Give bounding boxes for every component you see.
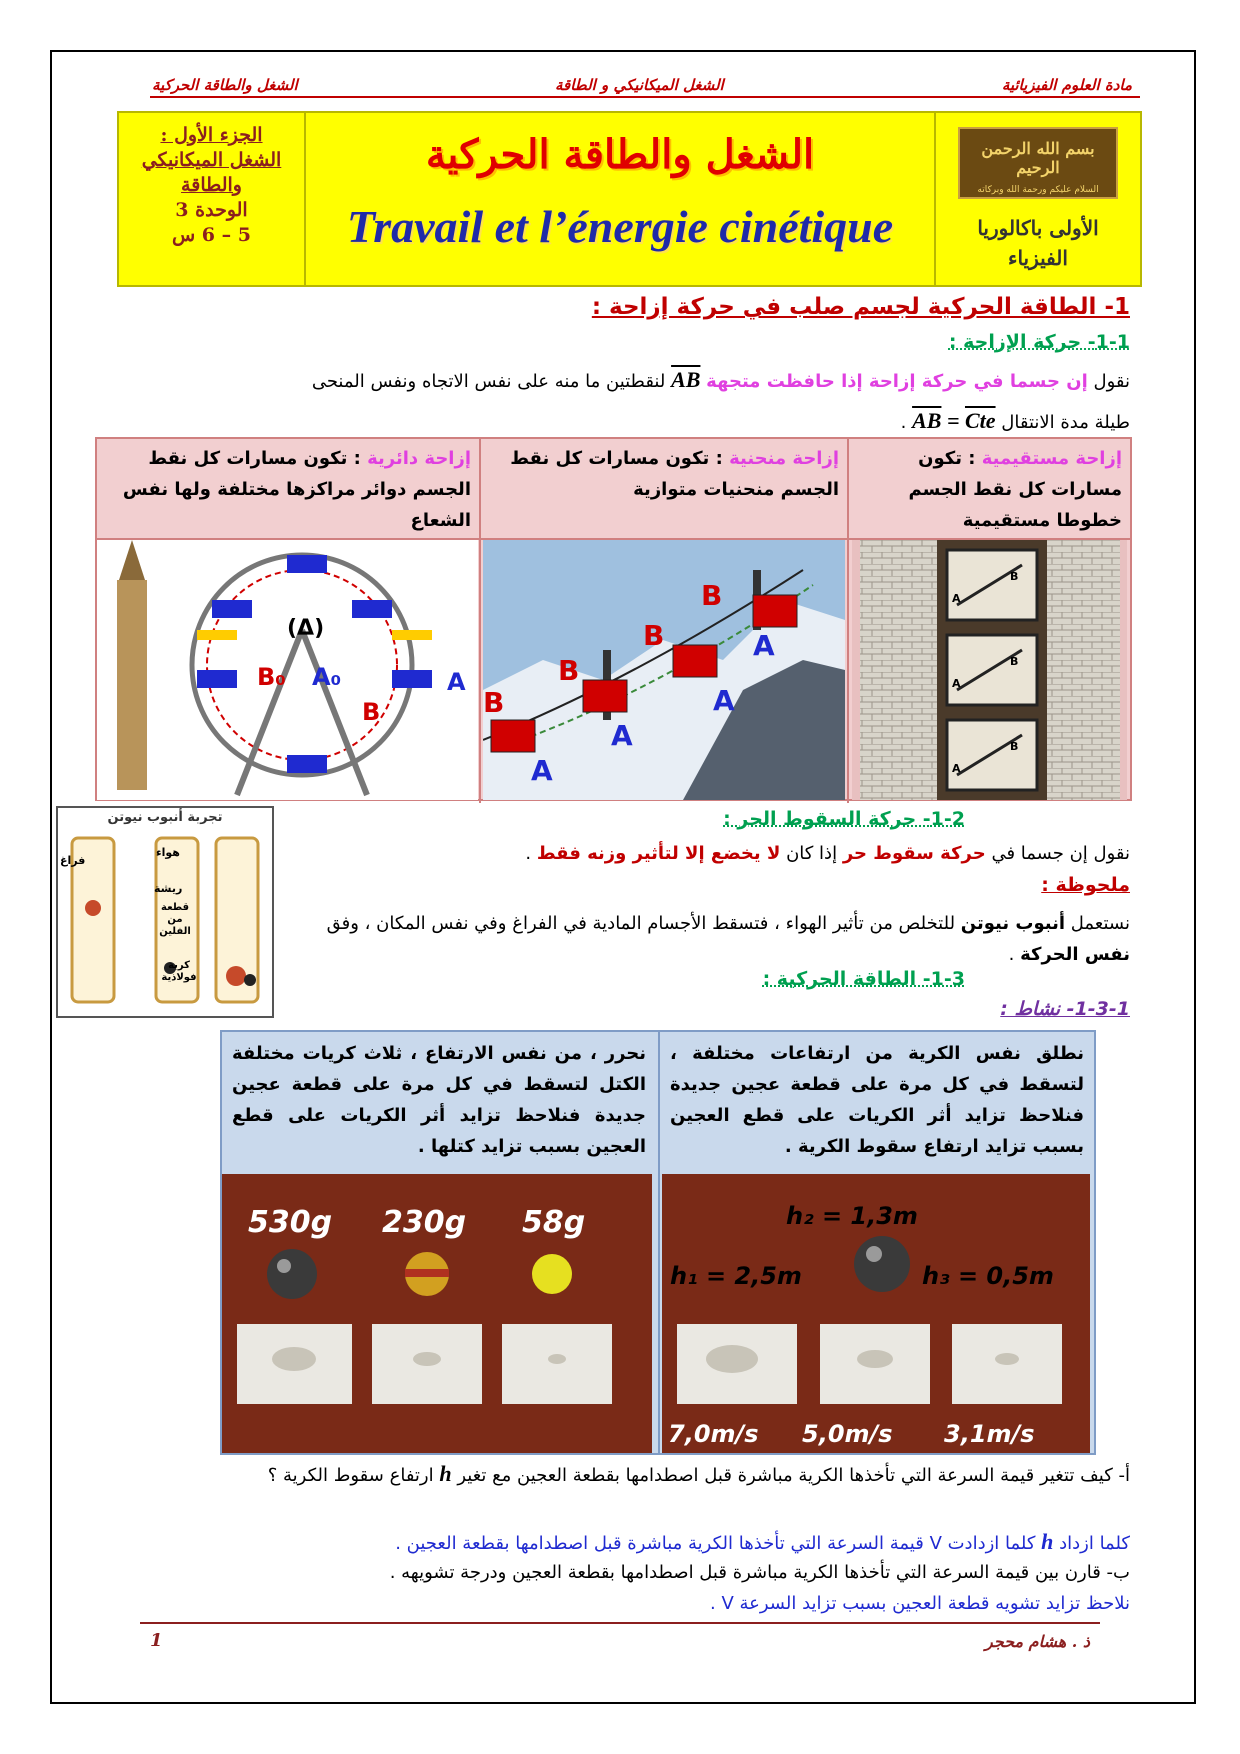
title-arabic: الشغل والطاقة الحركية [425,131,815,178]
hours-label: 5 – 6 س [171,224,251,246]
banner-title-cell [304,113,934,285]
footer-author: ذ . هشام محجر [985,1632,1090,1651]
circ-label-b0: B₀ [257,663,286,691]
newton-cork: قطعة من الفلين [159,902,191,937]
section-1-3-1-title: 1-3-1- نشاط : [1000,998,1130,1020]
section-1-title: 1- الطاقة الحركية لجسم صلب في حركة إزاحة : [591,294,1130,320]
newton-air: هواء [156,846,180,859]
section-1-1-paragraph-2: طيلة مدة الانتقال $\overline{AB} = \overline{Cte}$ . [900,408,1130,433]
p2-a: طيلة مدة الانتقال [1001,412,1130,433]
heights-photo [662,1174,1090,1453]
circ-label-delta: (Δ) [287,616,325,641]
p1-c: لنقطتين ما منه على نفس الاتجاه ونفس المنحى [311,371,672,392]
answer-a: كلما ازداد h كلما ازدادت V قيمة السرعة التي تأخذها الكرية مباشرة قبل اصطدامها بقطعة العجين . [395,1529,1130,1554]
activity-heights-text: نطلق نفس الكرية من ارتفاعات مختلفة ، لتسقط في كل مرة على قطعة عجين جديدة فنلاحظ تزايد أثر الكريات على قطع العجين بسبب تزايد ارتفاع سقوط الكرية . [670,1043,1084,1157]
part-name-2: والطاقة [181,174,242,196]
label-m1: 530g [248,1205,333,1240]
linear-label-b2: B [1010,655,1019,668]
curvilinear-motion-image [483,540,845,800]
cell-circular: إزاحة دائرية : تكون مسارات كل نقط الجسم دوائر مراكزها مختلفة ولها نفس الشعاع [122,448,471,531]
curv-label-a2: A [611,719,633,752]
label-m3: 58g [522,1205,586,1240]
label-m2: 230g [382,1205,467,1240]
linear-label-a3: A [952,762,961,775]
newton-ball: كرية فولاذية [161,960,197,983]
curv-label-b4: B [701,579,723,612]
curv-label-a1: A [531,754,553,787]
header-rule [150,96,1140,98]
circ-label-a: A [447,668,466,696]
basmala-text: بسم الله الرحمن الرحيم [981,139,1095,177]
part-name-1: الشغل الميكانيكي [141,149,282,171]
curv-label-b1: B [483,686,505,719]
title-banner [117,111,1142,287]
p1-a: نقول [1087,371,1130,392]
cell-curvilinear: إزاحة منحنية : تكون مسارات كل نقط الجسم منحنيات متوازية [510,448,839,500]
unit-label: الوحدة 3 [175,199,248,221]
activity-masses-text: نحرر ، من نفس الارتفاع ، ثلاث كريات مختلفة الكتل لتسقط في كل مرة على قطعة عجين جديدة فنلاحظ تزايد أثر الكريات على قطع العجين بسبب تزايد كتلها . [232,1043,646,1157]
circ-label-a0: A₀ [312,663,342,691]
cell-linear: إزاحة مستقيمية : تكون مسارات كل نقط الجسم خطوطا مستقيمية [908,448,1122,531]
linear-label-b1: B [1010,570,1019,583]
label-h3: h₃ = 0,5m [922,1262,1054,1290]
banner-level-cell [934,113,1140,285]
linear-label-a2: A [952,677,961,690]
level-label: الأولى باكالوريا [977,216,1099,240]
header-lesson: الشغل والطاقة الحركية [152,76,298,94]
newton-feather: ريشة [154,882,183,895]
curv-label-a4: A [753,629,775,662]
masses-photo [222,1174,652,1453]
section-1-1-title: 1-1- حركة الإزاحة : [948,331,1130,353]
vector-ab: AB [671,367,701,392]
curv-label-a3: A [713,684,735,717]
salam-text: السلام عليكم ورحمة الله وبركاته [977,185,1099,195]
curv-label-b3: B [643,619,665,652]
note-paragraph: نستعمل أنبوب نيوتن للتخلص من تأثير الهواء ، فتسقط الأجسام المادية في الفراغ وفي نفس المكان ، وفق نفس الحركة . [326,913,1130,965]
label-h1: h₁ = 2,5m [670,1262,802,1290]
subject-label: الفيزياء [1008,246,1068,270]
newton-vacuum: فراغ [60,854,86,867]
circ-label-b: B [362,698,381,726]
label-v1: 7,0m/s [668,1420,759,1448]
equation-ab-cte: $\overline{AB} = \overline{Cte}$ [912,408,996,433]
newton-title: تجربة أنبوب نيوتن [107,810,223,825]
motion-types-table [95,437,1132,801]
question-a: أ- كيف تتغير قيمة السرعة التي تأخذها الكرية مباشرة قبل اصطدامها بقطعة العجين مع تغير h ارتفاع سقوط الكرية ؟ [267,1461,1130,1486]
note-title: ملحوظة : [1041,874,1130,896]
circular-motion-image [97,540,478,800]
p1-definition: إن جسما في حركة إزاحة إذا حافظت متجهة [706,371,1088,392]
section-1-3-title: 1-3- الطاقة الحركية : [762,968,965,990]
section-1-1-paragraph [130,364,1130,397]
section-1-2-title: 1-2- حركة السقوط الحر : [723,808,965,830]
footer-rule [140,1622,1100,1624]
label-v3: 3,1m/s [944,1420,1035,1448]
title-french: Travail et l’énergie cinétique [346,201,894,252]
label-v2: 5,0m/s [802,1420,893,1448]
linear-label-b3: B [1010,740,1019,753]
linear-motion-image [852,540,1127,800]
banner-part-cell [119,113,304,285]
part-label: الجزء الأول : [160,124,263,146]
linear-label-a1: A [952,592,961,605]
question-b: ب- قارن بين قيمة السرعة التي تأخذها الكرية مباشرة قبل اصطدامها بقطعة العجين ودرجة تشويهه . [389,1562,1130,1583]
curv-label-b2: B [558,654,580,687]
header-chapter: الشغل الميكانيكي و الطاقة [555,76,724,94]
section-1-2-paragraph: نقول إن جسما في حركة سقوط حر إذا كان لا يخضع إلا لتأثير وزنه فقط . [525,843,1130,864]
answer-b: نلاحظ تزايد تشويه قطعة العجين بسبب تزايد السرعة V . [709,1593,1130,1614]
header-subject: مادة العلوم الفيزيائية [1001,76,1132,94]
page-number: 1 [150,1630,163,1651]
activity-table [220,1030,1096,1455]
label-h2: h₂ = 1,3m [786,1202,918,1230]
basmala-calligraphy [958,127,1118,199]
newton-tube-figure [56,806,274,1018]
